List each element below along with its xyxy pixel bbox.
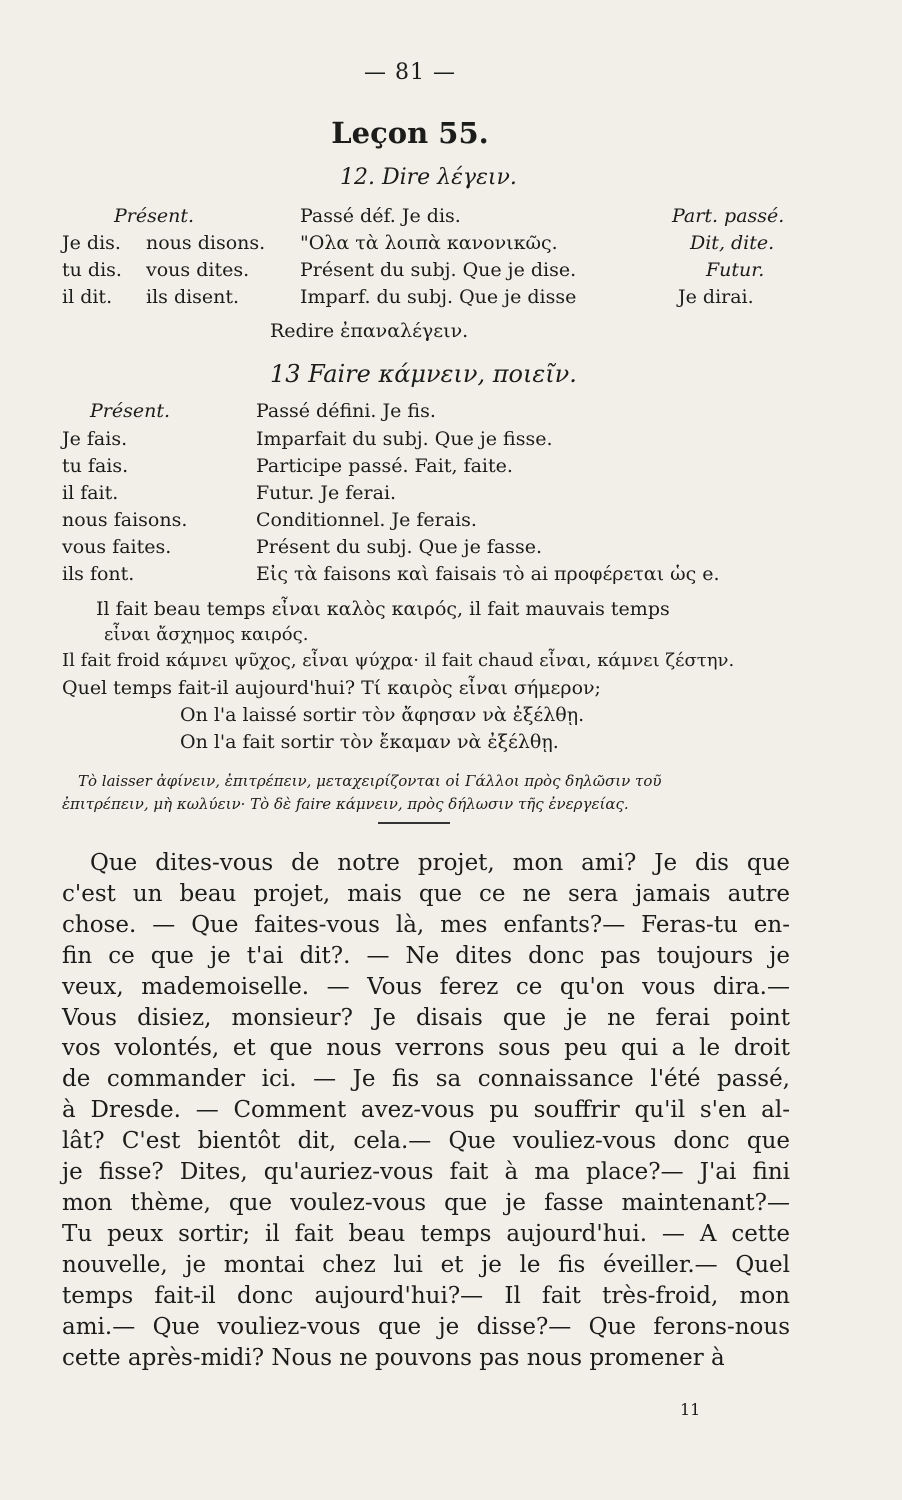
sec13-col2-row1: Imparfait du subj. Que je fisse. [256,428,553,450]
sec13-col2-row2: Participe passé. Fait, faite. [256,455,513,477]
lesson-title: Leçon 55. [331,116,489,150]
exercise-line: je fisse? Dites, qu'auriez-vous fait à ma place?— J'ai fini [62,1159,790,1186]
sec12-col1-row0: Présent. [114,205,195,227]
exercise-line: chose. — Que faites-vous là, mes enfants?— Feras-tu en- [62,911,790,938]
sec13-col1-row0: Présent. [90,400,171,422]
idiom-line: Il fait beau temps εἶναι καλὸς καιρός, il fait mauvais temps [96,598,670,620]
greek-note-line: ἐπιτρέπειν, μὴ κωλύειν· Τὸ δὲ faire κάμνειν, πρὸς δήλωσιν τῆς ἐνεργείας. [62,795,629,813]
sec13-col2-row0: Passé défini. Je fis. [256,400,436,422]
idiom-line: εἶναι ἄσχημος καιρός. [104,624,309,645]
sec13-col2-row4: Conditionnel. Je ferais. [256,509,477,531]
sec12-col2-row3: ils disent. [146,286,240,308]
exercise-line: ami.— Que vouliez-vous que je disse?— Que ferons-nous [62,1313,790,1340]
sec13-col1-row3: il fait. [62,482,119,504]
exercise-line: Tu peux sortir; il fait beau temps aujourd'hui. — A cette [62,1220,790,1247]
exercise-line: cette après-midi? Nous ne pouvons pas nous promener à [62,1344,725,1371]
sec13-col2-row3: Futur. Je ferai. [256,482,397,504]
exercise-line: vos volontés, et que nous verrons sous peu qui a le droit [62,1035,790,1062]
exercise-line: Vous disiez, monsieur? Je disais que je ne ferai point [62,1004,790,1031]
sec12-col2-row2: vous dites. [146,259,250,281]
exercise-line: veux, mademoiselle. — Vous ferez ce qu'on vous dira.— [62,973,790,1000]
sec12-col4-row0: Part. passé. [672,205,785,227]
sec12-col4-row1: Dit, dite. [690,232,775,254]
section-13-heading: 13 Faire κάμνειν, ποιεῖν. [270,360,577,388]
exercise-line: nouvelle, je montai chez lui et je le fis éveiller.— Quel [62,1251,790,1278]
greek-note-line: Τὸ laisser ἀφίνειν, ἐπιτρέπειν, μεταχειρίζονται οἱ Γάλλοι πρὸς δηλῶσιν τοῦ [78,772,662,790]
exercise-line: c'est un beau projet, mais que ce ne sera jamais autre [62,880,790,907]
sec13-col1-row2: tu fais. [62,455,129,477]
sec12-col3-row0: Passé déf. Je dis. [300,205,461,227]
page-number: — 81 — [364,60,456,85]
redire-line: Redire ἐπαναλέγειν. [270,320,469,342]
sec12-col2-row1: nous disons. [146,232,266,254]
exercise-line: Que dites-vous de notre projet, mon ami? Je dis que [90,850,790,876]
sec13-col1-row4: nous faisons. [62,509,188,531]
signature-mark: 11 [680,1400,701,1419]
exercise-line: mon thème, que voulez-vous que je fasse maintenant?— [62,1189,790,1216]
sec13-col1-row1: Je fais. [62,428,128,450]
sec12-col3-row1: "Ολα τὰ λοιπὰ κανονικῶς. [300,232,558,254]
exercise-line: fin ce que je t'ai dit?. — Ne dites donc pas toujours je [62,942,790,969]
exercise-line: de commander ici. — Je fis sa connaissance l'été passé, [62,1066,790,1093]
sec12-col1-row2: tu dis. [62,259,122,281]
idiom-line: On l'a fait sortir τὸν ἔκαμαν νὰ ἐξέλθῃ. [180,731,559,753]
idiom-line: Quel temps fait-il aujourd'hui? Τί καιρὸς εἶναι σήμερον; [62,677,601,699]
sec12-col4-row3: Je dirai. [678,286,754,308]
idiom-line: Il fait froid κάμνει ψῦχος, εἶναι ψύχρα· il fait chaud εἶναι, κάμνει ζέστην. [62,650,735,671]
sec12-col1-row3: il dit. [62,286,113,308]
sec13-col2-row5: Présent du subj. Que je fasse. [256,536,542,558]
section-divider [378,822,450,824]
sec12-col1-row1: Je dis. [62,232,121,254]
sec12-col4-row2: Futur. [706,259,765,281]
sec13-col2-row6: Εἰς τὰ faisons καὶ faisais τὸ ai προφέρεται ὡς e. [256,563,720,585]
exercise-paragraph [62,848,790,1373]
sec12-col3-row2: Présent du subj. Que je dise. [300,259,577,281]
exercise-line: lât? C'est bientôt dit, cela.— Que vouliez-vous donc que [62,1128,790,1155]
exercise-line: à Dresde. — Comment avez-vous pu souffrir qu'il s'en al- [62,1097,790,1124]
sec13-col1-row5: vous faites. [62,536,172,558]
section-12-heading: 12. Dire λέγειν. [340,165,517,190]
exercise-line: temps fait-il donc aujourd'hui?— Il fait très-froid, mon [62,1282,790,1309]
idiom-line: On l'a laissé sortir τὸν ἄφησαν νὰ ἐξέλθῃ. [180,704,585,726]
sec13-col1-row6: ils font. [62,563,135,585]
sec12-col3-row3: Imparf. du subj. Que je disse [300,286,577,308]
